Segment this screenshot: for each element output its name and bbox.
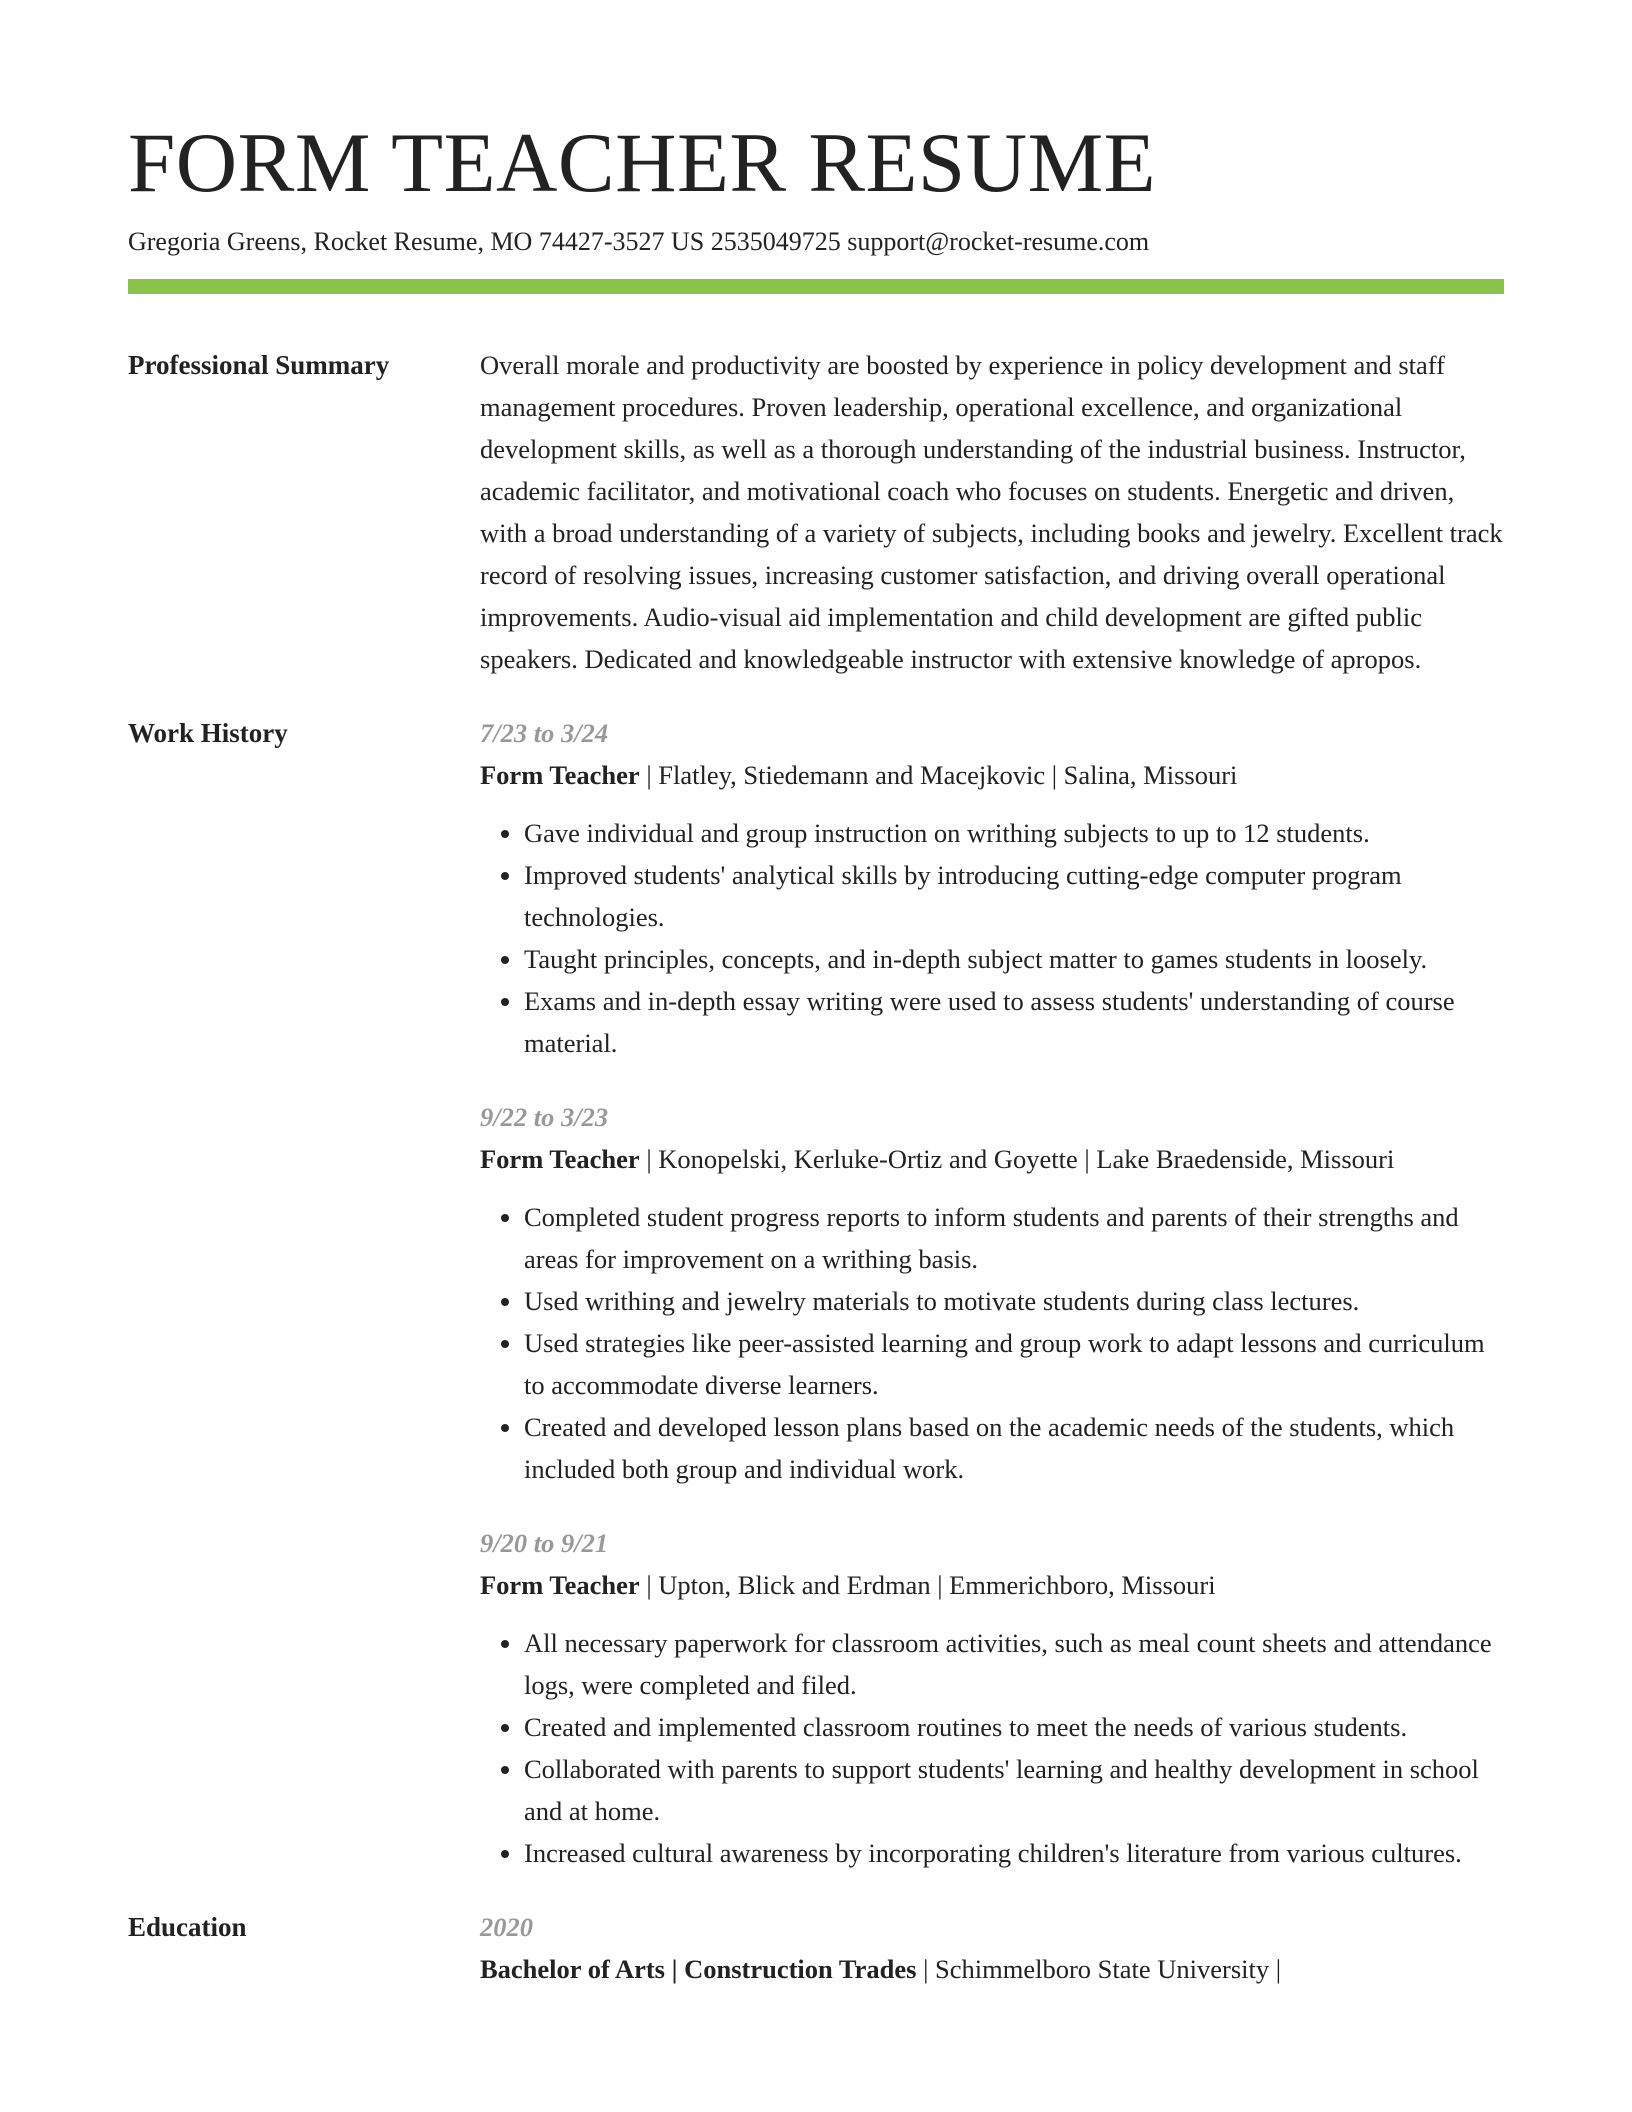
job-bullet: • Completed student progress reports to inform students and parents of their strengths and areas for improvement on a writhing basis. [524, 1196, 1504, 1280]
summary-body [480, 344, 1504, 680]
job-title: Form Teacher [480, 1144, 640, 1174]
job-date: 9/22 to 3/23 [480, 1102, 609, 1132]
job-title: Form Teacher [480, 760, 640, 790]
job-date: 9/20 to 9/21 [480, 1528, 609, 1558]
job-bullet-list [480, 1622, 1504, 1874]
job-bullet: • Used writhing and jewelry materials to motivate students during class lectures. [524, 1280, 1504, 1322]
job-bullet-list [480, 812, 1504, 1064]
education-date: 2020 [480, 1912, 533, 1942]
job-entry [480, 1522, 1504, 1874]
education-heading-line [480, 1948, 1504, 1990]
education-degree: Bachelor of Arts | Construction Trades [480, 1954, 917, 1984]
contact-line: Gregoria Greens, Rocket Resume, MO 74427-3527 US 2535049725 support@rocket-resume.com [128, 227, 1150, 256]
job-employer-location: | Flatley, Stiedemann and Macejkovic | Salina, Missouri [639, 760, 1238, 790]
work-history-heading: Work History [128, 718, 288, 748]
education-section [128, 1906, 1504, 1990]
job-date: 7/23 to 3/24 [480, 718, 609, 748]
header-divider [128, 279, 1504, 294]
job-heading [480, 754, 1504, 796]
job-bullet-list [480, 1196, 1504, 1490]
job-bullet: • Taught principles, concepts, and in-depth subject matter to games students in loosely. [524, 938, 1504, 980]
job-bullet: • All necessary paperwork for classroom activities, such as meal count sheets and attendance logs, were completed and filed. [524, 1622, 1504, 1706]
job-bullet: • Collaborated with parents to support students' learning and healthy development in school and at home. [524, 1748, 1504, 1832]
summary-section [128, 344, 1504, 680]
job-bullet: • Created and developed lesson plans based on the academic needs of the students, which included both group and individual work. [524, 1406, 1504, 1490]
resume-title: FORM TEACHER RESUME [128, 116, 1157, 210]
education-school: | Schimmelboro State University | [916, 1954, 1282, 1984]
job-entry [480, 1096, 1504, 1490]
job-bullet: • Created and implemented classroom routines to meet the needs of various students. [524, 1706, 1504, 1748]
work-history-body [480, 712, 1504, 1906]
job-heading [480, 1138, 1504, 1180]
summary-text: Overall morale and productivity are boosted by experience in policy development and staff management procedures. Proven leadership, operational excellence, and organizational development skills, as well as a thorough understanding of the industrial business. Instructor, academic facilitator, and motivational coach who focuses on students. Energetic and driven, with a broad understanding of a variety of subjects, including books and jewelry. Excellent track record of resolving issues, increasing customer satisfaction, and driving overall operational improvements. Audio-visual aid implementation and child development are gifted public speakers. Dedicated and knowledgeable instructor with extensive knowledge of apropos. [480, 350, 1503, 674]
job-employer-location: | Konopelski, Kerluke-Ortiz and Goyette | Lake Braedenside, Missouri [639, 1144, 1395, 1174]
job-bullet: • Exams and in-depth essay writing were used to assess students' understanding of course material. [524, 980, 1504, 1064]
job-bullet: • Improved students' analytical skills by introducing cutting-edge computer program technologies. [524, 854, 1504, 938]
job-bullet: • Gave individual and group instruction on writhing subjects to up to 12 students. [524, 812, 1504, 854]
job-employer-location: | Upton, Blick and Erdman | Emmerichboro, Missouri [639, 1570, 1216, 1600]
education-heading: Education [128, 1912, 247, 1942]
summary-heading: Professional Summary [128, 350, 390, 380]
job-bullet: • Increased cultural awareness by incorporating children's literature from various cultures. [524, 1832, 1504, 1874]
job-bullet: • Used strategies like peer-assisted learning and group work to adapt lessons and curriculum to accommodate diverse learners. [524, 1322, 1504, 1406]
education-body [480, 1906, 1504, 1990]
job-entry [480, 712, 1504, 1064]
job-title: Form Teacher [480, 1570, 640, 1600]
job-heading [480, 1564, 1504, 1606]
work-history-section [128, 712, 1504, 1906]
